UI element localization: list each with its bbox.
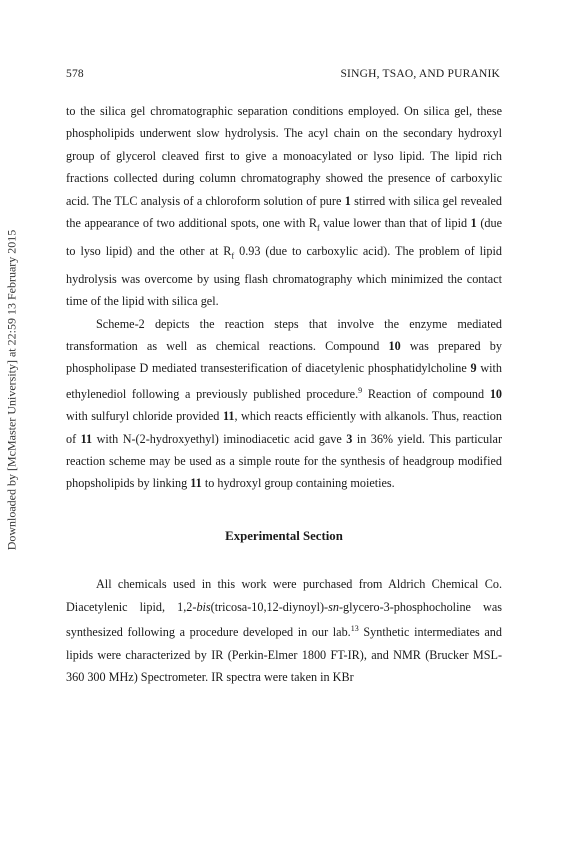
compound-label: 10 <box>388 338 401 353</box>
text-run: with ethylenediol following a previously published procedure. <box>66 361 502 401</box>
section-heading: Experimental Section <box>225 528 343 543</box>
text-run: All chemicals used in this work were purchased from Aldrich Chemical Co. Diacetylenic lipid, 1,2- <box>66 577 502 614</box>
italic-term: bis <box>196 599 211 614</box>
text-run: with N-(2-hydroxyethyl) iminodiacetic acid gave <box>92 431 347 446</box>
reference-superscript: 13 <box>350 624 359 634</box>
italic-term: sn <box>328 599 339 614</box>
paragraph-hydrolysis <box>66 100 502 313</box>
text-run: in 36% yield. This particular reaction scheme may be used as a simple route for the synthesis of headgroup modified phopsholipids by linking <box>66 431 502 491</box>
text-run: Synthetic intermediates and lipids were characterized by IR (Perkin-Elmer 1800 FT-IR), and NMR (Brucker MSL-360 300 MHz) Spectrometer. IR spectra were taken in KBr <box>66 625 502 684</box>
text-run: Reaction of compound <box>362 386 490 401</box>
compound-label: 11 <box>80 431 93 446</box>
text-run: , which reacts efficiently with alkanols. Thus, reaction of <box>66 409 502 446</box>
subscript: f <box>231 251 235 261</box>
compound-label: 11 <box>222 409 235 424</box>
reference-superscript: 9 <box>358 385 363 395</box>
text-run: Scheme-2 depicts the reaction steps that involve the enzyme mediated transformation as well as chemical reactions. Compound <box>66 316 502 353</box>
text-run: (tricosa-10,12-diynoyl)- <box>210 599 329 614</box>
text-run: with sulfuryl chloride provided <box>66 409 223 424</box>
running-title: SINGH, TSAO, AND PURANIK <box>340 68 500 80</box>
download-note: Downloaded by [McMaster University] at 22:59 13 February 2015 <box>4 229 19 551</box>
paragraph-experimental <box>66 573 502 688</box>
compound-label: 1 <box>344 193 351 208</box>
text-run: value lower than that of lipid <box>319 216 471 231</box>
compound-label: 11 <box>190 476 202 491</box>
text-run: was prepared by phospholipase D mediated transesterification of diacetylenic phosphatidylcholine <box>66 338 502 376</box>
compound-label: 10 <box>489 386 503 401</box>
text-run: 0.93 (due to carboxylic acid). The problem of lipid hydrolysis was overcome by using flash chromatography which minimized the contact time of the lipid with silica gel. <box>66 243 502 309</box>
text-run: to the silica gel chromatographic separation conditions employed. On silica gel, these phospholipids underwent slow hydrolysis. The acyl chain on the secondary hydroxyl group of glycerol cleaved first to give a monoacylated or lyso lipid. The lipid rich fractions collected during column chromatography showed the presence of carboxylic acid. The TLC analysis of a chloroform solution of pure <box>66 104 502 208</box>
subscript: f <box>317 223 320 233</box>
text-run: to hydroxyl group containing moieties. <box>201 476 395 491</box>
compound-label: 3 <box>346 431 353 446</box>
paragraph-scheme-2 <box>66 313 502 495</box>
article-body <box>66 100 502 688</box>
text-run: -glycero-3-phosphocholine was synthesized following a procedure developed in our lab. <box>66 599 502 640</box>
compound-label: 9 <box>470 361 477 376</box>
page-number: 578 <box>66 68 84 80</box>
text-run: (due to lyso lipid) and the other at R <box>66 216 503 258</box>
text-run: stirred with silica gel revealed the appearance of two additional spots, one with R <box>66 193 502 231</box>
compound-label: 1 <box>470 216 477 231</box>
